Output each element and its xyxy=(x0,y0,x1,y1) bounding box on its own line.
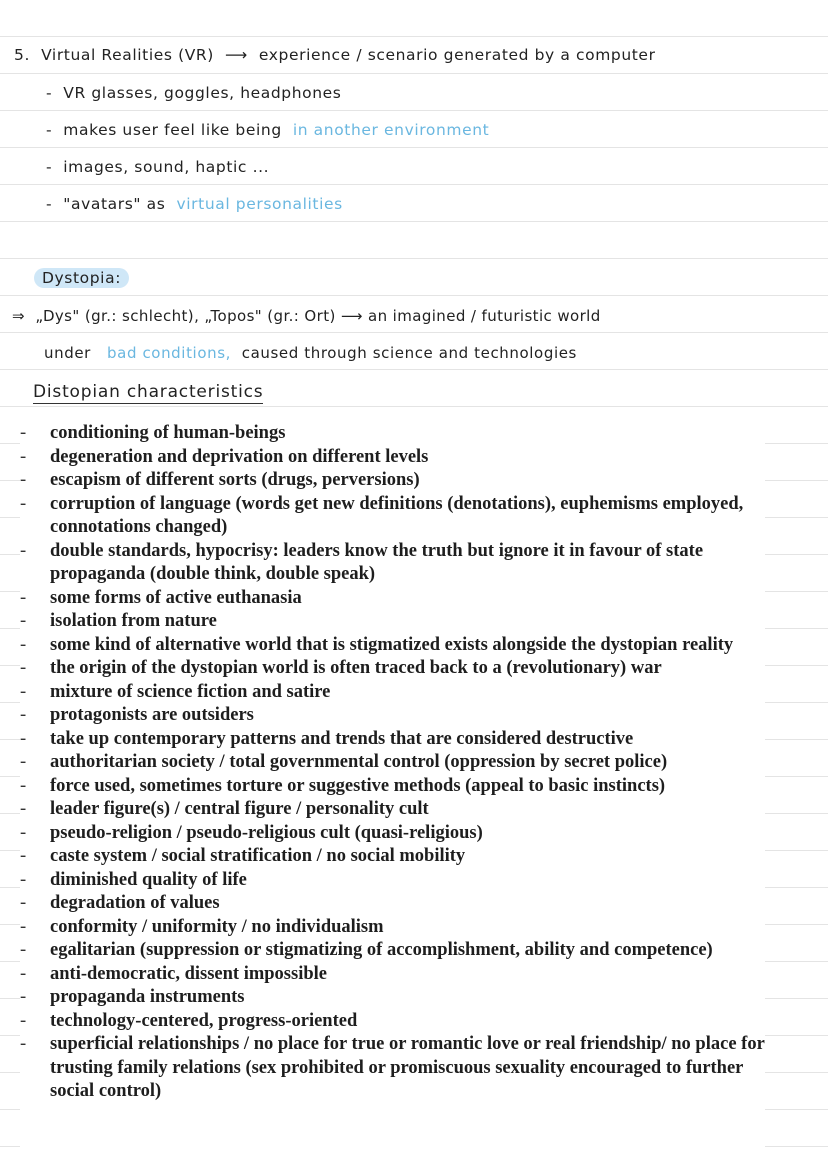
vr-title: Virtual Realities (VR) xyxy=(41,46,214,64)
list-item: - take up contemporary patterns and trends that are considered destructive xyxy=(20,728,634,749)
list-item: - anti-democratic, dissent impossible xyxy=(20,963,327,984)
list-item: - propaganda instruments xyxy=(20,987,245,1007)
vr-bullet: - makes user feel like being in another environment xyxy=(46,121,490,139)
list-item: - some kind of alternative world that is stigmatized exists alongside the dystopian reality xyxy=(20,634,734,655)
list-item: - force used, sometimes torture or suggestive methods (appeal to basic instincts) xyxy=(20,775,666,796)
characteristics-subheading: Distopian characteristics xyxy=(33,382,264,402)
vr-number: 5. xyxy=(14,46,30,64)
vr-bullet: - images, sound, haptic ... xyxy=(46,158,270,176)
vr-definition: experience / scenario generated by a computer xyxy=(258,46,656,64)
implies-icon: ⇒ xyxy=(12,307,25,325)
vr-bullet-highlight: in another environment xyxy=(292,121,490,139)
list-item: - superficial relationships / no place for true or romantic love or real friendship/ no place for trusting family relations (sex prohibited or promiscuous sexuality encouraged to further social control) xyxy=(20,1034,765,1101)
arrow-icon: ⟶ xyxy=(225,46,248,64)
list-item: - isolation from nature xyxy=(20,611,217,631)
list-item: - conditioning of human-beings xyxy=(20,423,286,443)
list-item: - egalitarian (suppression or stigmatizing of accomplishment, ability and competence) xyxy=(20,940,713,960)
characteristics-list xyxy=(20,422,765,1152)
dystopia-definition-line-2: under bad conditions, caused through science and technologies xyxy=(44,344,577,362)
list-item: - technology-centered, progress-oriented xyxy=(20,1010,358,1031)
list-item: - some forms of active euthanasia xyxy=(20,587,302,608)
list-item: - degeneration and deprivation on different levels xyxy=(20,446,429,467)
list-item: - mixture of science fiction and satire xyxy=(20,681,331,702)
vr-bullet-highlight: virtual personalities xyxy=(176,195,343,213)
list-item: - authoritarian society / total governmental control (oppression by secret police) xyxy=(20,752,668,772)
list-item: - diminished quality of life xyxy=(20,869,247,890)
list-item: - leader figure(s) / central figure / personality cult xyxy=(20,799,429,819)
vr-bullet: - VR glasses, goggles, headphones xyxy=(46,84,342,102)
dystopia-heading: Dystopia: xyxy=(34,269,129,287)
vr-bullet: - "avatars" as virtual personalities xyxy=(46,195,343,213)
list-item: - corruption of language (words get new definitions (denotations), euphemisms employed, connotations changed) xyxy=(20,493,744,537)
list-item: - escapism of different sorts (drugs, perversions) xyxy=(20,470,420,490)
list-item: - the origin of the dystopian world is often traced back to a (revolutionary) war xyxy=(20,658,662,678)
list-item: - degradation of values xyxy=(20,893,220,913)
list-item: - double standards, hypocrisy: leaders know the truth but ignore it in favour of state propaganda (double think, double speak) xyxy=(20,540,704,584)
list-item: - pseudo-religion / pseudo-religious cult (quasi-religious) xyxy=(20,822,483,843)
list-item: - conformity / uniformity / no individualism xyxy=(20,916,384,937)
list-item: - protagonists are outsiders xyxy=(20,705,254,725)
vr-heading xyxy=(14,46,656,64)
dystopia-definition-line-1: ⇒ „Dys" (gr.: schlecht), „Topos" (gr.: Ort) ⟶ an imagined / futuristic world xyxy=(12,307,601,325)
list-item: - caste system / social stratification / no social mobility xyxy=(20,846,466,866)
